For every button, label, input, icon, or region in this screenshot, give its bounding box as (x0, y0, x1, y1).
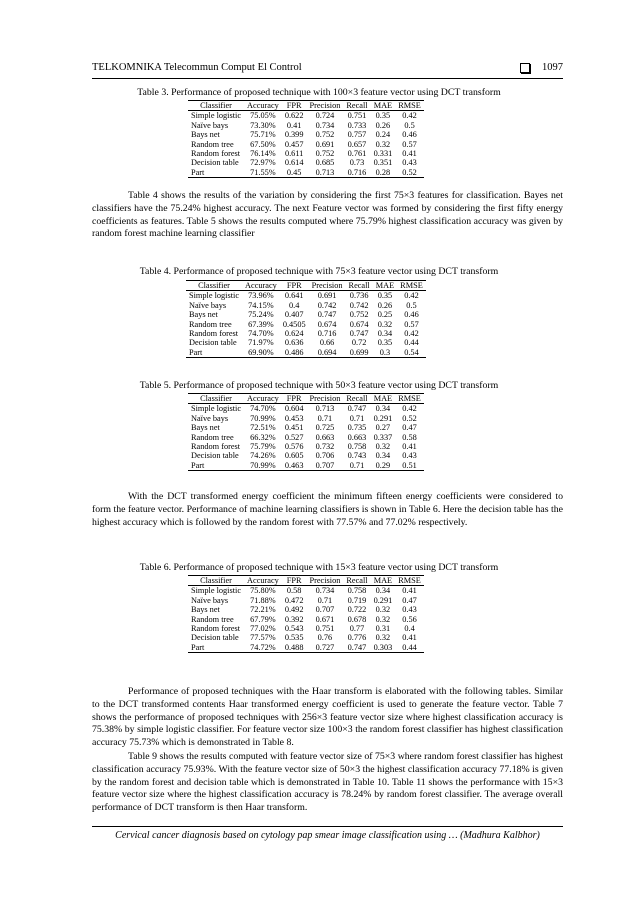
table-cell: 0.42 (402, 404, 417, 414)
table-cell: 0.453 (284, 413, 304, 423)
table-row (188, 140, 424, 149)
table-cell: 75.71% (250, 130, 276, 140)
column-header: MAE (371, 576, 396, 586)
table-cell: 0.46 (402, 130, 417, 140)
column-header: Precision (309, 281, 346, 291)
table-cell: 0.611 (284, 149, 304, 159)
table-cell: 75.24% (248, 310, 274, 320)
table-cell: 0.32 (375, 442, 391, 452)
table-cell: 0.674 (349, 319, 369, 329)
table-cell: 0.752 (349, 310, 369, 320)
column-header: Recall (343, 394, 370, 404)
classifier-name: Naïve bays (191, 413, 229, 423)
table-cell: 0.451 (284, 423, 304, 433)
table-cell: 0.535 (284, 633, 304, 643)
classifier-name: Part (188, 643, 244, 653)
classifier-name: Part (186, 348, 242, 358)
table-cell: 0.758 (347, 442, 367, 452)
classifier-name: Part (188, 461, 244, 471)
table-row (188, 624, 424, 633)
classifier-name: Naïve bays (191, 595, 229, 605)
table-cell: 0.29 (371, 461, 396, 471)
table-4 (186, 280, 426, 358)
table-cell: 0.27 (375, 423, 391, 433)
table-cell: 0.751 (347, 111, 367, 121)
table-cell: 0.71 (349, 413, 365, 423)
table-cell: 0.725 (315, 423, 335, 433)
table-cell: 0.28 (371, 168, 396, 178)
table-header-row (186, 281, 426, 291)
table-cell: 0.5 (406, 300, 417, 310)
classifier-name: Bays net (191, 130, 220, 140)
table-cell: 0.351 (373, 158, 393, 168)
table-cell: 72.97% (250, 158, 276, 168)
column-header: RMSE (395, 394, 424, 404)
table-cell: 0.73 (349, 158, 365, 168)
table-cell: 0.71 (317, 595, 333, 605)
table-cell: 0.713 (315, 404, 335, 414)
table-cell: 0.757 (347, 130, 367, 140)
table-cell: 73.96% (248, 291, 274, 301)
classifier-name: Decision table (191, 633, 239, 643)
table-6 (188, 575, 424, 653)
table-cell: 75.79% (250, 442, 276, 452)
table-cell: 67.39% (248, 319, 274, 329)
table-cell: 0.641 (284, 291, 304, 301)
table-cell: 0.486 (280, 348, 309, 358)
table-cell: 0.605 (284, 451, 304, 461)
table-cell: 0.44 (404, 338, 419, 348)
table-cell: 0.331 (373, 149, 393, 159)
table-cell: 0.691 (317, 291, 337, 301)
table-cell: 0.663 (315, 432, 335, 442)
column-header: Precision (306, 101, 343, 111)
column-header: RMSE (395, 576, 424, 586)
table-cell: 0.657 (347, 139, 367, 149)
column-header: Accuracy (244, 394, 282, 404)
table-row (186, 329, 426, 338)
table-cell: 0.72 (351, 338, 367, 348)
table-cell: 0.674 (317, 319, 337, 329)
table-cell: 0.734 (315, 120, 335, 130)
table-cell: 0.34 (375, 451, 391, 461)
table-cell: 0.42 (404, 329, 419, 339)
classifier-name: Naïve bays (189, 300, 227, 310)
column-header: Classifier (188, 576, 244, 586)
table-cell: 0.4505 (282, 319, 306, 329)
table-cell: 0.52 (395, 168, 424, 178)
table-cell: 70.99% (250, 413, 276, 423)
table-cell: 0.47 (402, 595, 417, 605)
table-row (188, 461, 424, 471)
table-cell: 0.43 (402, 605, 417, 615)
table-cell: 0.716 (317, 329, 337, 339)
table-cell: 0.399 (284, 130, 304, 140)
table-cell: 0.41 (402, 633, 417, 643)
table-6-caption: Table 6. Performance of proposed technique with 15×3 feature vector using DCT transform (139, 562, 499, 573)
classifier-name: Simple logistic (189, 291, 240, 301)
table-cell: 0.58 (286, 586, 302, 596)
table-cell: 0.4 (289, 300, 300, 310)
table-cell: 0.41 (402, 149, 417, 159)
table-row (186, 348, 426, 358)
table-cell: 0.758 (347, 586, 367, 596)
table-cell: 0.457 (284, 139, 304, 149)
table-row (188, 451, 424, 460)
table-cell: 0.752 (315, 130, 335, 140)
table-cell: 74.70% (250, 404, 276, 414)
table-cell: 0.5 (404, 120, 415, 130)
table-cell: 0.624 (284, 329, 304, 339)
table-row (186, 320, 426, 329)
table-cell: 0.291 (373, 595, 393, 605)
table-cell: 0.614 (284, 158, 304, 168)
table-cell: 0.32 (377, 319, 393, 329)
table-cell: 0.42 (402, 111, 417, 121)
table-cell: 0.736 (349, 291, 369, 301)
classifier-name: Random forest (191, 624, 241, 634)
table-cell: 0.743 (347, 451, 367, 461)
table-row (188, 633, 424, 642)
table-cell: 0.719 (347, 595, 367, 605)
table-cell: 0.34 (375, 586, 391, 596)
table-cell: 0.71 (317, 413, 333, 423)
table-cell: 77.02% (250, 624, 276, 634)
table-cell: 0.26 (377, 300, 393, 310)
table-cell: 0.337 (373, 432, 393, 442)
table-cell: 0.622 (284, 111, 304, 121)
journal-title: TELKOMNIKA Telecommun Comput El Control (92, 62, 302, 73)
table-cell: 0.751 (315, 624, 335, 634)
table-cell: 0.463 (282, 461, 307, 471)
column-header: Classifier (188, 101, 244, 111)
classifier-name: Simple logistic (191, 404, 242, 414)
table-row (188, 158, 424, 167)
table-cell: 0.43 (402, 158, 417, 168)
table-cell: 0.727 (306, 643, 343, 653)
table-cell: 0.576 (284, 442, 304, 452)
table-cell: 72.51% (250, 423, 276, 433)
table-cell: 0.41 (402, 586, 417, 596)
table-cell: 0.706 (315, 451, 335, 461)
table-cell: 0.24 (375, 130, 391, 140)
table-header-row (188, 394, 424, 404)
table-cell: 66.32% (250, 432, 276, 442)
column-header: FPR (282, 576, 307, 586)
paragraph-3: Performance of proposed techniques with the Haar transform is elaborated with the following tables. Similar to the DCT transformed contents Haar transformed energy coefficient is used to generate the feature vector. Table 7 shows the performance of proposed techniques with 256×3 feature vector size where highest classification accuracy is 75.38% by simple logistic classifier. For feature vector size 100×3 the random forest classifier has highest classification accuracy 75.73% which is demonstrated in Table 8. (92, 686, 563, 749)
classifier-name: Random tree (191, 432, 234, 442)
table-cell: 71.88% (250, 595, 276, 605)
table-cell: 0.26 (375, 120, 391, 130)
table-cell: 0.636 (284, 338, 304, 348)
table-cell: 0.604 (284, 404, 304, 414)
checkbox-square-icon (520, 63, 530, 73)
column-header: MAE (371, 101, 396, 111)
table-row (188, 615, 424, 624)
table-cell: 0.25 (377, 310, 393, 320)
classifier-name: Bays net (191, 605, 220, 615)
table-cell: 0.747 (349, 329, 369, 339)
table-3 (188, 100, 424, 178)
classifier-name: Simple logistic (191, 586, 242, 596)
classifier-name: Bays net (191, 423, 220, 433)
table-row (188, 168, 424, 178)
table-cell: 0.527 (284, 432, 304, 442)
table-cell: 0.35 (377, 291, 393, 301)
column-header: Precision (306, 394, 343, 404)
table-cell: 69.90% (242, 348, 280, 358)
table-row (188, 111, 424, 121)
table-cell: 0.694 (309, 348, 346, 358)
table-row (186, 310, 426, 319)
classifier-name: Random forest (191, 149, 241, 159)
table-cell: 0.44 (395, 643, 424, 653)
column-header: Recall (346, 281, 373, 291)
classifier-name: Random forest (191, 442, 241, 452)
table-row (188, 433, 424, 442)
column-header: Classifier (188, 394, 244, 404)
column-header: RMSE (397, 281, 426, 291)
table-cell: 0.71 (343, 461, 370, 471)
column-header: Accuracy (244, 101, 282, 111)
table-3-caption: Table 3. Performance of proposed technique with 100×3 feature vector using DCT transform (137, 87, 501, 98)
table-cell: 0.735 (347, 423, 367, 433)
table-cell: 77.57% (250, 633, 276, 643)
table-cell: 73.30% (250, 120, 276, 130)
table-cell: 0.32 (375, 605, 391, 615)
table-cell: 0.56 (402, 614, 417, 624)
classifier-name: Random tree (191, 139, 234, 149)
page-number: 1097 (542, 62, 563, 73)
table-cell: 0.392 (284, 614, 304, 624)
table-cell: 0.52 (402, 413, 417, 423)
table-cell: 0.752 (315, 149, 335, 159)
table-cell: 0.303 (371, 643, 396, 653)
table-cell: 0.407 (284, 310, 304, 320)
table-cell: 0.3 (373, 348, 397, 358)
table-cell: 67.50% (250, 139, 276, 149)
table-cell: 0.51 (395, 461, 424, 471)
classifier-name: Decision table (191, 158, 239, 168)
table-cell: 0.747 (347, 404, 367, 414)
column-header: Classifier (186, 281, 242, 291)
table-cell: 0.488 (282, 643, 307, 653)
table-cell: 0.732 (315, 442, 335, 452)
table-cell: 0.58 (402, 432, 417, 442)
table-5 (188, 393, 424, 471)
table-cell: 0.35 (377, 338, 393, 348)
table-row (186, 291, 426, 301)
table-cell: 74.15% (248, 300, 274, 310)
table-cell: 0.46 (404, 310, 419, 320)
column-header: FPR (282, 394, 307, 404)
table-cell: 0.57 (402, 139, 417, 149)
table-cell: 0.747 (343, 643, 370, 653)
column-header: FPR (282, 101, 307, 111)
table-cell: 0.734 (315, 586, 335, 596)
running-footer: Cervical cancer diagnosis based on cytology pap smear image classification using … (Madhura Kalbhor) (92, 826, 563, 841)
table-cell: 0.742 (317, 300, 337, 310)
table-cell: 0.41 (402, 442, 417, 452)
table-cell: 76.14% (250, 149, 276, 159)
table-cell: 0.716 (343, 168, 370, 178)
table-cell: 0.45 (282, 168, 307, 178)
table-cell: 0.32 (375, 139, 391, 149)
table-cell: 0.678 (347, 614, 367, 624)
table-cell: 0.77 (349, 624, 365, 634)
table-5-caption: Table 5. Performance of proposed technique with 50×3 feature vector using DCT transform (139, 380, 499, 391)
table-row (188, 404, 424, 414)
table-cell: 74.26% (250, 451, 276, 461)
table-cell: 0.291 (373, 413, 393, 423)
table-cell: 0.41 (286, 120, 302, 130)
table-4-caption: Table 4. Performance of proposed technique with 75×3 feature vector using DCT transform (139, 266, 499, 277)
classifier-name: Decision table (189, 338, 237, 348)
table-cell: 0.34 (377, 329, 393, 339)
table-cell: 0.43 (402, 451, 417, 461)
table-cell: 0.4 (404, 624, 415, 634)
table-cell: 72.21% (250, 605, 276, 615)
table-cell: 0.776 (347, 633, 367, 643)
classifier-name: Bays net (189, 310, 218, 320)
column-header: Recall (343, 101, 370, 111)
table-cell: 71.97% (248, 338, 274, 348)
paragraph-4: Table 9 shows the results computed with feature vector size of 75×3 where random forest classifier has highest classification accuracy 75.93%. With the feature vector size of 50×3 the highest classification accuracy 77.18% is given by the random forest and decision table which is demonstrated in Table 10. Table 11 shows the performance with 15×3 feature vector size where the highest classification accuracy is 78.24% by random forest classifier. The average overall performance of DCT transform is then Haar transform. (92, 751, 563, 814)
table-row (188, 149, 424, 158)
table-cell: 0.742 (349, 300, 369, 310)
column-header: RMSE (395, 101, 424, 111)
table-cell: 0.707 (315, 605, 335, 615)
table-row (188, 596, 424, 605)
table-cell: 0.761 (347, 149, 367, 159)
header-right (520, 62, 563, 73)
table-row (188, 121, 424, 130)
table-cell: 75.05% (250, 111, 276, 121)
table-cell: 0.54 (397, 348, 426, 358)
classifier-name: Simple logistic (191, 111, 242, 121)
table-cell: 0.35 (375, 111, 391, 121)
table-row (188, 442, 424, 451)
table-row (186, 338, 426, 347)
paragraph-2: With the DCT transformed energy coefficient the minimum fifteen energy coefficients were considered to form the feature vector. Performance of machine learning classifiers is shown in Table 6. Here the decision table has the highest accuracy which is followed by the random forest with 77.57% and 77.02% respectively. (92, 491, 563, 528)
table-cell: 0.492 (284, 605, 304, 615)
column-header: FPR (280, 281, 309, 291)
table-row (188, 130, 424, 139)
table-cell: 0.699 (346, 348, 373, 358)
table-cell: 0.57 (404, 319, 419, 329)
table-row (188, 414, 424, 423)
column-header: MAE (373, 281, 397, 291)
table-cell: 0.42 (404, 291, 419, 301)
column-header: MAE (371, 394, 396, 404)
table-cell: 0.31 (375, 624, 391, 634)
classifier-name: Random tree (189, 319, 232, 329)
classifier-name: Random tree (191, 614, 234, 624)
classifier-name: Naïve bays (191, 120, 229, 130)
table-cell: 67.79% (250, 614, 276, 624)
paragraph-1: Table 4 shows the results of the variation by considering the first 75×3 features for classification. Bayes net classifiers have the 75.24% highest accuracy. The next Feature vector was formed by considering the first fifty energy coefficients as features. Table 5 shows the results computed where 75.79% highest classification accuracy was given by random forest machine learning classifier (92, 190, 563, 240)
table-cell: 70.99% (244, 461, 282, 471)
column-header: Precision (306, 576, 343, 586)
running-header (92, 62, 563, 79)
table-cell: 0.747 (317, 310, 337, 320)
table-cell: 71.55% (244, 168, 282, 178)
table-cell: 0.32 (375, 633, 391, 643)
table-cell: 0.733 (347, 120, 367, 130)
table-cell: 0.34 (375, 404, 391, 414)
table-cell: 0.724 (315, 111, 335, 121)
table-cell: 0.691 (315, 139, 335, 149)
table-row (188, 643, 424, 653)
table-cell: 0.663 (347, 432, 367, 442)
table-cell: 0.671 (315, 614, 335, 624)
table-cell: 0.32 (375, 614, 391, 624)
column-header: Accuracy (242, 281, 280, 291)
table-header-row (188, 101, 424, 111)
table-cell: 0.713 (306, 168, 343, 178)
table-cell: 0.722 (347, 605, 367, 615)
classifier-name: Decision table (191, 451, 239, 461)
table-row (188, 586, 424, 596)
column-header: Recall (343, 576, 370, 586)
table-cell: 75.80% (250, 586, 276, 596)
table-cell: 0.76 (317, 633, 333, 643)
table-row (188, 423, 424, 432)
classifier-name: Part (188, 168, 244, 178)
table-cell: 74.70% (248, 329, 274, 339)
table-cell: 0.47 (402, 423, 417, 433)
table-cell: 0.543 (284, 624, 304, 634)
column-header: Accuracy (244, 576, 282, 586)
classifier-name: Random forest (189, 329, 239, 339)
table-cell: 0.685 (315, 158, 335, 168)
table-header-row (188, 576, 424, 586)
table-cell: 0.472 (284, 595, 304, 605)
table-cell: 74.72% (244, 643, 282, 653)
table-row (186, 301, 426, 310)
table-cell: 0.66 (319, 338, 335, 348)
table-row (188, 605, 424, 614)
table-cell: 0.707 (306, 461, 343, 471)
